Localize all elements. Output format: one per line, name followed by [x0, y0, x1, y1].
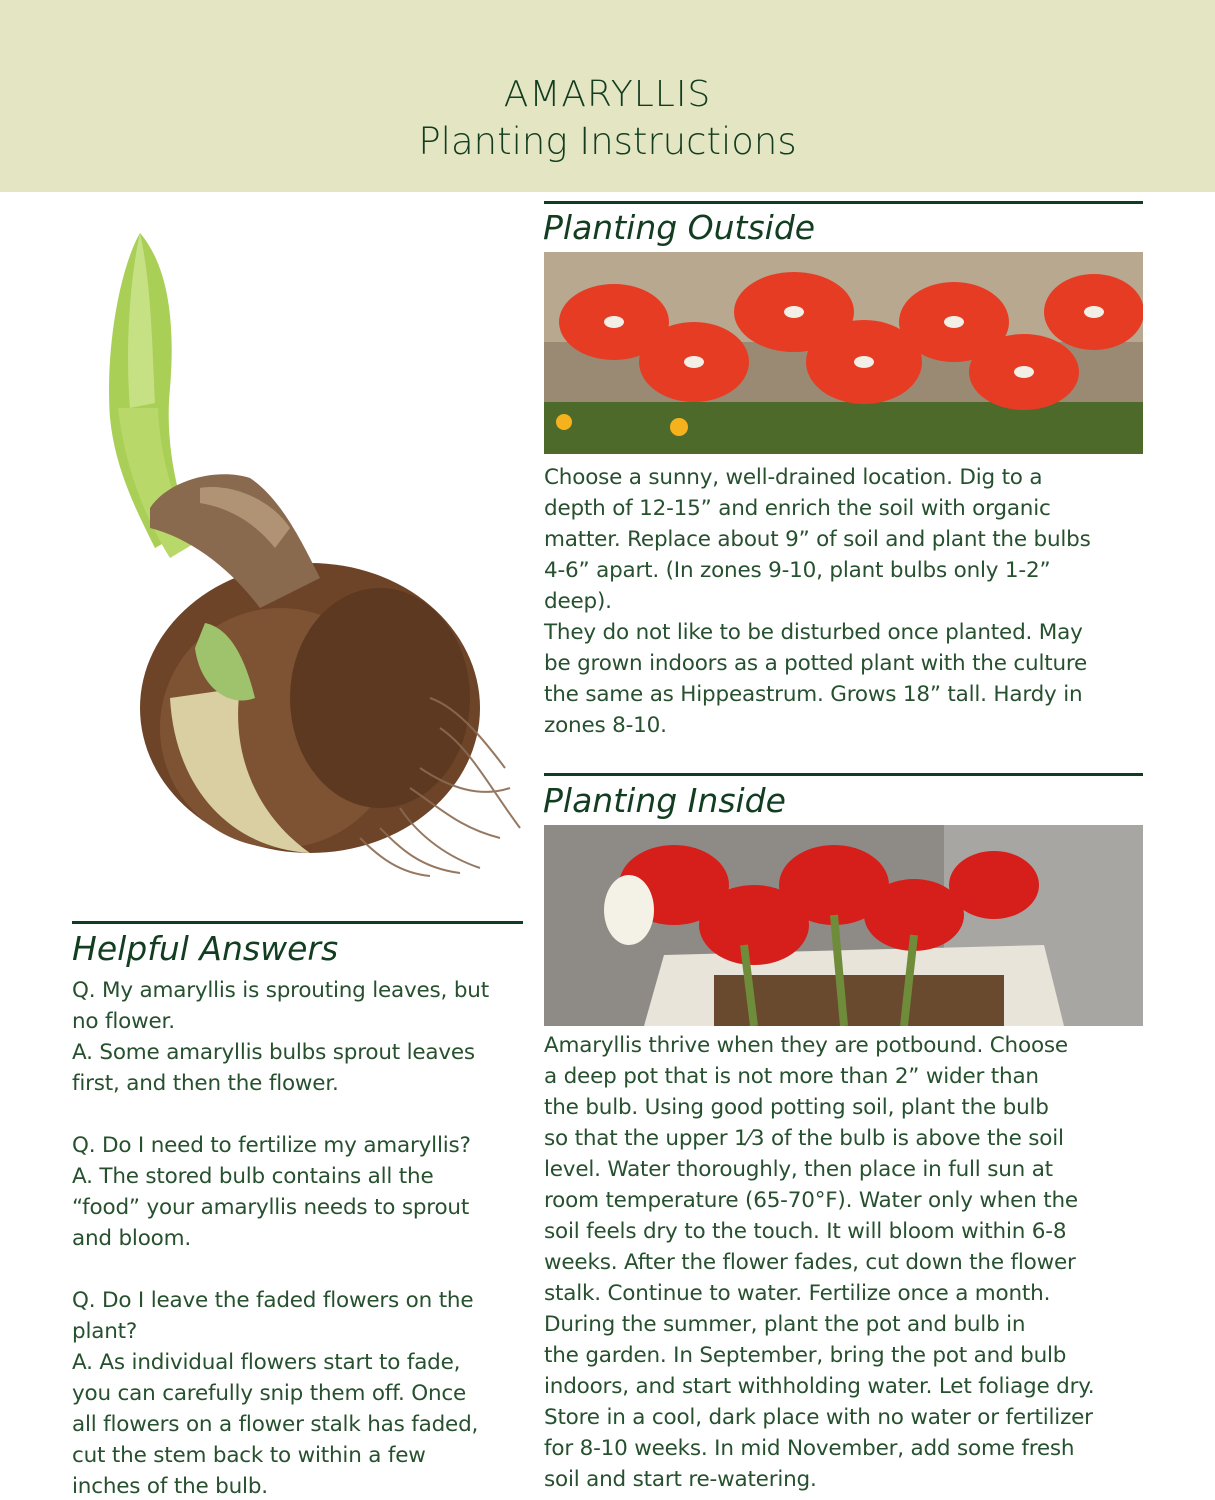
inside-line: the bulb. Using good potting soil, plant the bulb	[544, 1095, 1049, 1120]
question-line: Q. Do I need to fertilize my amaryllis?	[72, 1133, 471, 1158]
inside-line: the garden. In September, bring the pot and bulb	[544, 1343, 1067, 1368]
answer-line: A. The stored bulb contains all the	[72, 1164, 434, 1189]
outside-line: Choose a sunny, well-drained location. Dig to a	[544, 465, 1043, 490]
amaryllis-bulb-image	[80, 228, 530, 878]
inside-rule	[544, 773, 1143, 776]
header-band	[0, 0, 1215, 192]
answer-line: first, and then the flower.	[72, 1071, 339, 1096]
answers-heading: Helpful Answers	[72, 929, 339, 968]
answers-body	[72, 975, 532, 1500]
inside-line: for 8-10 weeks. In mid November, add some fresh	[544, 1436, 1075, 1461]
inside-heading: Planting Inside	[543, 781, 786, 820]
inside-line: soil feels dry to the touch. It will bloom within 6-8	[544, 1219, 1067, 1244]
inside-line: soil and start re-watering.	[544, 1467, 817, 1492]
inside-line: Store in a cool, dark place with no water or fertilizer	[544, 1405, 1093, 1430]
outside-line: They do not like to be disturbed once planted. May	[544, 620, 1083, 645]
spacer	[72, 1099, 532, 1130]
outside-line: depth of 12-15” and enrich the soil with organic	[544, 496, 1051, 521]
question-line: plant?	[72, 1319, 138, 1344]
outside-rule	[544, 201, 1143, 204]
answer-line: and bloom.	[72, 1226, 191, 1251]
inside-line: so that the upper 1⁄3 of the bulb is above the soil	[544, 1126, 1064, 1151]
outside-line: zones 8-10.	[544, 713, 667, 738]
page-subtitle: Planting Instructions	[418, 120, 797, 163]
spacer	[72, 1254, 532, 1285]
inside-line: level. Water thoroughly, then place in full sun at	[544, 1157, 1053, 1182]
question-line: no flower.	[72, 1009, 175, 1034]
answer-line: all flowers on a flower stalk has faded,	[72, 1412, 479, 1437]
inside-line: weeks. After the flower fades, cut down the flower	[544, 1250, 1076, 1275]
outside-line: deep).	[544, 589, 612, 614]
answer-line: A. Some amaryllis bulbs sprout leaves	[72, 1040, 475, 1065]
outside-flowers-photo	[544, 252, 1143, 454]
answer-line: A. As individual flowers start to fade,	[72, 1350, 461, 1375]
outside-line: the same as Hippeastrum. Grows 18” tall. Hardy in	[544, 682, 1083, 707]
inside-line: Amaryllis thrive when they are potbound. Choose	[544, 1033, 1068, 1058]
outside-body	[544, 462, 1154, 741]
answer-line: you can carefully snip them off. Once	[72, 1381, 467, 1406]
question-line: Q. My amaryllis is sprouting leaves, but	[72, 978, 489, 1003]
inside-line: a deep pot that is not more than 2” wider than	[544, 1064, 1039, 1089]
answers-rule	[72, 921, 523, 924]
outside-line: 4-6” apart. (In zones 9-10, plant bulbs only 1-2”	[544, 558, 1051, 583]
question-line: Q. Do I leave the faded flowers on the	[72, 1288, 474, 1313]
inside-line: stalk. Continue to water. Fertilize once a month.	[544, 1281, 1051, 1306]
page-title: AMARYLLIS	[503, 74, 712, 115]
inside-line: During the summer, plant the pot and bulb in	[544, 1312, 1026, 1337]
outside-line: be grown indoors as a potted plant with the culture	[544, 651, 1088, 676]
inside-line: indoors, and start withholding water. Let foliage dry.	[544, 1374, 1095, 1399]
inside-flowers-photo	[544, 825, 1143, 1026]
answer-line: inches of the bulb.	[72, 1474, 268, 1499]
outside-heading: Planting Outside	[543, 208, 816, 247]
answer-line: “food” your amaryllis needs to sprout	[72, 1195, 470, 1220]
inside-body	[544, 1030, 1154, 1495]
outside-line: matter. Replace about 9” of soil and plant the bulbs	[544, 527, 1091, 552]
inside-line: room temperature (65-70°F). Water only when the	[544, 1188, 1078, 1213]
answer-line: cut the stem back to within a few	[72, 1443, 426, 1468]
